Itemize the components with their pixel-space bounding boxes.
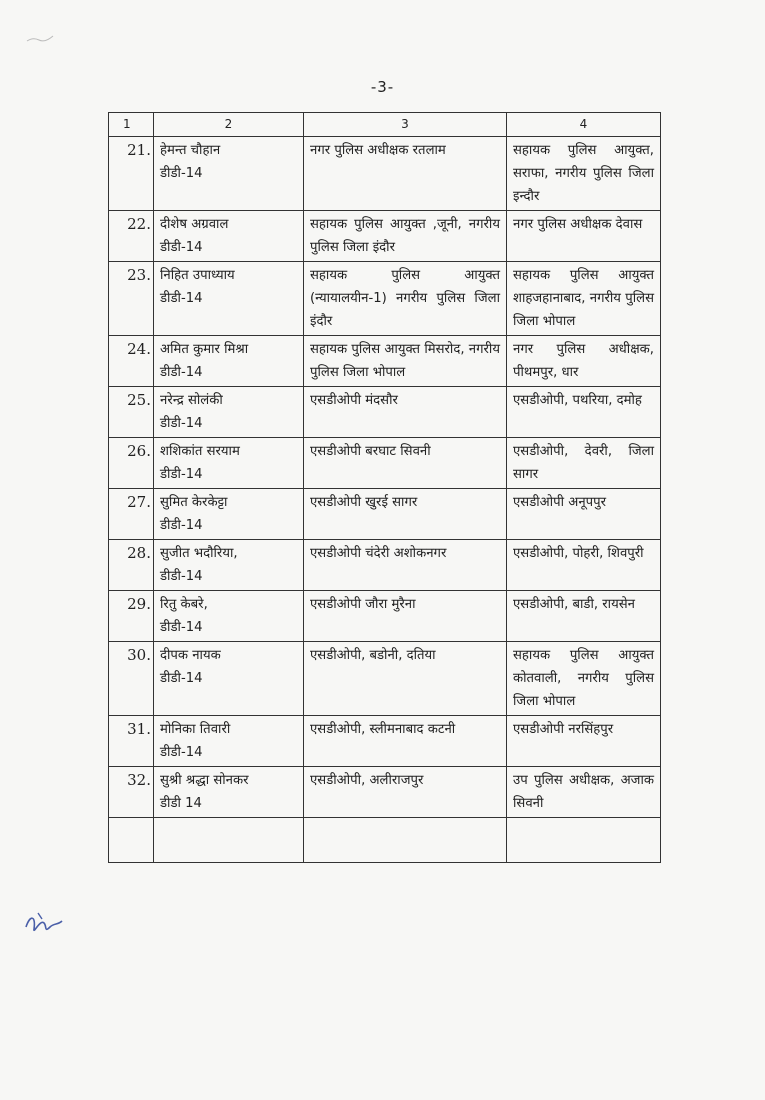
officer-cadre: डीडी-14 <box>160 416 203 431</box>
table-row <box>109 211 661 262</box>
officer-cadre: डीडी-14 <box>160 240 203 255</box>
officer-cadre: डीडी-14 <box>160 291 203 306</box>
empty-cell <box>109 818 154 863</box>
officer-name: सुजीत भदौरिया, <box>160 546 238 561</box>
officer-cadre: डीडी-14 <box>160 518 203 533</box>
serial-number: 26. <box>109 438 154 489</box>
officer-cadre: डीडी-14 <box>160 671 203 686</box>
column-header: 4 <box>507 113 661 137</box>
officer-cadre: डीडी-14 <box>160 745 203 760</box>
officer-cadre: डीडी-14 <box>160 467 203 482</box>
table-row <box>109 716 661 767</box>
officer-cadre: डीडी-14 <box>160 166 203 181</box>
current-posting: सहायक पुलिस आयुक्त मिसरोद, नगरीय पुलिस जिला भोपाल <box>304 336 507 387</box>
officer-cell <box>154 540 304 591</box>
new-posting: नगर पुलिस अधीक्षक देवास <box>507 211 661 262</box>
serial-number: 29. <box>109 591 154 642</box>
current-posting: एसडीओपी मंदसौर <box>304 387 507 438</box>
new-posting: एसडीओपी, पथरिया, दमोह <box>507 387 661 438</box>
table-row <box>109 591 661 642</box>
serial-number: 24. <box>109 336 154 387</box>
officer-cell <box>154 642 304 716</box>
officer-cell <box>154 438 304 489</box>
officer-cell <box>154 716 304 767</box>
serial-number: 30. <box>109 642 154 716</box>
table-row <box>109 540 661 591</box>
officer-cell <box>154 489 304 540</box>
officer-cadre: डीडी-14 <box>160 569 203 584</box>
officer-name: दीपक नायक <box>160 648 221 663</box>
officer-cadre: डीडी-14 <box>160 620 203 635</box>
new-posting: एसडीओपी नरसिंहपुर <box>507 716 661 767</box>
new-posting: सहायक पुलिस आयुक्त शाहजहानाबाद, नगरीय पुलिस जिला भोपाल <box>507 262 661 336</box>
officer-cell <box>154 387 304 438</box>
officer-name: अमित कुमार मिश्रा <box>160 342 249 357</box>
officer-cell <box>154 336 304 387</box>
empty-cell <box>154 818 304 863</box>
officer-name: सुश्री श्रद्धा सोनकर <box>160 773 249 788</box>
officer-name: निहित उपाध्याय <box>160 268 235 283</box>
current-posting: एसडीओपी जौरा मुरैना <box>304 591 507 642</box>
officer-cadre: डीडी-14 <box>160 365 203 380</box>
column-header: 3 <box>304 113 507 137</box>
new-posting: नगर पुलिस अधीक्षक, पीथमपुर, धार <box>507 336 661 387</box>
current-posting: एसडीओपी खुरई सागर <box>304 489 507 540</box>
serial-number: 25. <box>109 387 154 438</box>
transfer-table <box>108 112 661 863</box>
current-posting: एसडीओपी चंदेरी अशोकनगर <box>304 540 507 591</box>
officer-cell <box>154 591 304 642</box>
serial-number: 32. <box>109 767 154 818</box>
column-header: 1 <box>109 113 154 137</box>
new-posting: एसडीओपी, देवरी, जिला सागर <box>507 438 661 489</box>
new-posting: एसडीओपी, पोहरी, शिवपुरी <box>507 540 661 591</box>
officer-name: दीशेष अग्रवाल <box>160 217 229 232</box>
current-posting: एसडीओपी, स्लीमनाबाद कटनी <box>304 716 507 767</box>
corner-scribble <box>25 30 55 44</box>
table-body <box>109 137 661 863</box>
officer-name: हेमन्त चौहान <box>160 143 221 158</box>
table-header-row <box>109 113 661 137</box>
serial-number: 21. <box>109 137 154 211</box>
table-filler-row <box>109 818 661 863</box>
table-row <box>109 336 661 387</box>
new-posting: एसडीओपी, बाडी, रायसेन <box>507 591 661 642</box>
empty-cell <box>507 818 661 863</box>
serial-number: 31. <box>109 716 154 767</box>
empty-cell <box>304 818 507 863</box>
officer-name: सुमित केरकेट्टा <box>160 495 228 510</box>
table-row <box>109 387 661 438</box>
serial-number: 28. <box>109 540 154 591</box>
new-posting: सहायक पुलिस आयुक्त कोतवाली, नगरीय पुलिस जिला भोपाल <box>507 642 661 716</box>
officer-cell <box>154 211 304 262</box>
table-row <box>109 438 661 489</box>
table-row <box>109 642 661 716</box>
new-posting: एसडीओपी अनूपपुर <box>507 489 661 540</box>
officer-name: शशिकांत सरयाम <box>160 444 240 459</box>
serial-number: 23. <box>109 262 154 336</box>
officer-name: नरेन्द्र सोलंकी <box>160 393 223 408</box>
table-row <box>109 767 661 818</box>
table-row <box>109 489 661 540</box>
table-row <box>109 137 661 211</box>
current-posting: नगर पुलिस अधीक्षक रतलाम <box>304 137 507 211</box>
officer-cadre: डीडी 14 <box>160 796 202 811</box>
new-posting: सहायक पुलिस आयुक्त, सराफा, नगरीय पुलिस जिला इन्दौर <box>507 137 661 211</box>
current-posting: एसडीओपी, बडोनी, दतिया <box>304 642 507 716</box>
current-posting: सहायक पुलिस आयुक्त ,जूनी, नगरीय पुलिस जिला इंदौर <box>304 211 507 262</box>
officer-cell <box>154 137 304 211</box>
new-posting: उप पुलिस अधीक्षक, अजाक सिवनी <box>507 767 661 818</box>
column-header: 2 <box>154 113 304 137</box>
officer-name: मोनिका तिवारी <box>160 722 231 737</box>
current-posting: एसडीओपी, अलीराजपुर <box>304 767 507 818</box>
signature-scribble <box>22 905 66 941</box>
current-posting: एसडीओपी बरघाट सिवनी <box>304 438 507 489</box>
table-row <box>109 262 661 336</box>
officer-name: रितु केबरे, <box>160 597 208 612</box>
officer-cell <box>154 767 304 818</box>
current-posting: सहायक पुलिस आयुक्त (न्यायालयीन-1) नगरीय पुलिस जिला इंदौर <box>304 262 507 336</box>
officer-cell <box>154 262 304 336</box>
page-number: -3- <box>370 78 395 96</box>
serial-number: 27. <box>109 489 154 540</box>
serial-number: 22. <box>109 211 154 262</box>
